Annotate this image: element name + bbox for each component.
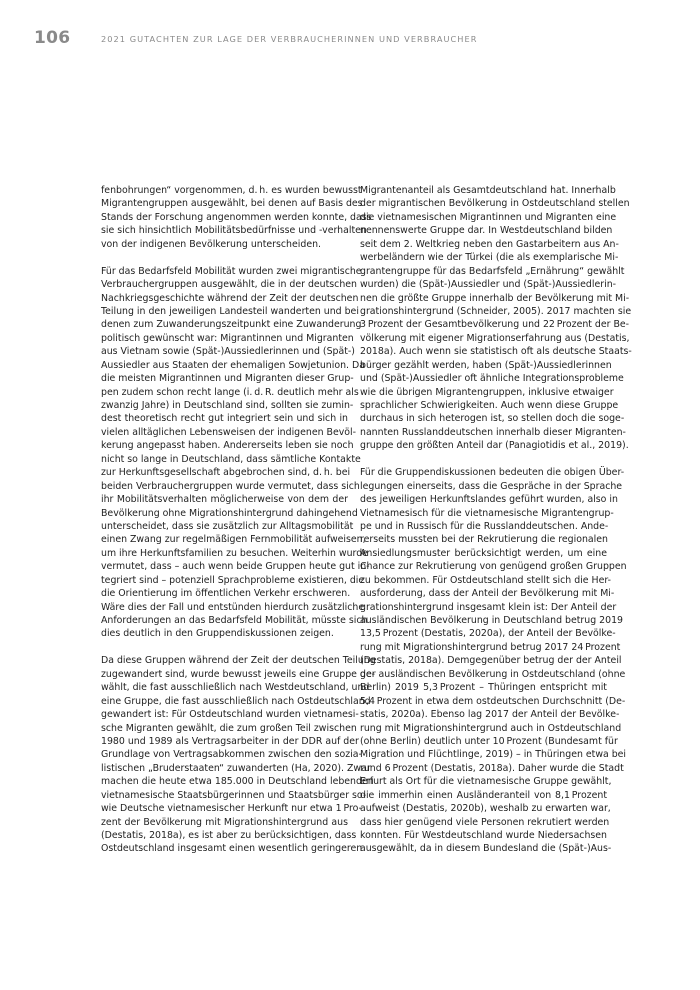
text-line: Wäre dies der Fall und entstünden hierdurch zusätzliche <box>101 601 365 613</box>
text-line: grationshintergrund insgesamt klein ist: Der Anteil der <box>360 601 617 613</box>
text-line: Migrantengruppen ausgewählt, bei denen auf Basis des <box>101 198 363 210</box>
text-line: vielen alltäglichen Lebensweisen der indigenen Bevöl- <box>101 426 356 438</box>
text-line: nennenswerte Gruppe dar. In Westdeutschland bilden <box>360 225 613 237</box>
body-paragraph <box>101 654 376 856</box>
text-line: 1980 und 1989 als Vertragsarbeiter in der DDR auf der <box>101 735 359 747</box>
text-line: die immerhin einen Ausländeranteil von 8,1 Prozent <box>360 789 607 801</box>
text-line: die Orientierung im öffentlichen Verkehr erschweren. <box>101 588 351 600</box>
text-line: 5,4 Prozent in etwa dem ostdeutschen Durchschnitt (De- <box>360 695 626 707</box>
text-line: (Destatis, 2018a). Demgegenüber betrug der der Anteil <box>360 655 622 667</box>
text-line: 2018a). Auch wenn sie statistisch oft als deutsche Staats- <box>360 346 632 358</box>
text-line: Für das Bedarfsfeld Mobilität wurden zwei migrantische <box>101 265 362 277</box>
text-line: sie sich hinsichtlich Mobilitätsbedürfnisse und -verhalten <box>101 225 367 237</box>
text-line: der ausländischen Bevölkerung in Ostdeutschland (ohne <box>360 668 626 680</box>
text-line: dest theoretisch recht gut integriert sein und sich in <box>101 413 348 425</box>
text-line: Aussiedler aus Staaten der ehemaligen Sowjetunion. Da <box>101 359 365 371</box>
text-line: nicht so lange in Deutschland, dass sämtliche Kontakte <box>101 453 361 465</box>
text-line: zur Herkunftsgesellschaft abgebrochen sind, d. h. bei <box>101 467 351 479</box>
text-line: dass hier genügend viele Personen rekrutiert werden <box>360 816 610 828</box>
text-line: beiden Verbrauchergruppen wurde vermutet, dass sich <box>101 480 360 492</box>
text-line: Migrantenanteil als Gesamtdeutschland hat. Innerhalb <box>360 185 616 196</box>
text-line: ihr Mobilitätsverhalten möglicherweise von dem der <box>101 494 348 506</box>
text-line: Anforderungen an das Bedarfsfeld Mobilität, müsste sich <box>101 615 368 626</box>
text-line: wie Deutsche vietnamesischer Herkunft nur etwa 1 Pro- <box>101 803 362 815</box>
text-line: pe und in Russisch für die Russlanddeutschen. Ande- <box>360 520 609 532</box>
text-line: Vietnamesisch für die vietnamesische Migrantengrup- <box>360 507 614 519</box>
text-line: 3 Prozent der Gesamtbevölkerung und 22 Prozent der Be- <box>360 319 630 331</box>
text-line: dies deutlich in den Gruppendiskussionen zeigen. <box>101 628 334 640</box>
text-line: eine Gruppe, die fast ausschließlich nach Ostdeutschland <box>101 695 371 707</box>
text-line: die vietnamesischen Migrantinnen und Migranten eine <box>360 211 617 223</box>
text-line: bürger gezählt werden, haben (Spät-)Aussiedlerinnen <box>360 359 612 371</box>
text-line: tegriert sind – potenziell Sprachprobleme existieren, die <box>101 574 365 586</box>
text-line: wählt, die fast ausschließlich nach Westdeutschland, und <box>101 682 370 694</box>
text-line: Bevölkerung ohne Migrationshintergrund dahingehend <box>101 507 358 519</box>
text-line: sche Migranten gewählt, die zum großen Teil zwischen <box>101 722 357 734</box>
body-paragraph <box>360 184 632 453</box>
text-line: 13,5 Prozent (Destatis, 2020a), der Anteil der Bevölke- <box>360 628 616 640</box>
text-line: sprachlicher Schwierigkeiten. Auch wenn diese Gruppe <box>360 400 619 411</box>
text-line: zent der Bevölkerung mit Migrationshintergrund aus <box>101 816 348 828</box>
text-line: rung mit Migrationshintergrund betrug 2017 24 Prozent <box>360 641 621 653</box>
text-line: Erfurt als Ort für die vietnamesische Gruppe gewählt, <box>360 776 612 788</box>
text-line: der migrantischen Bevölkerung in Ostdeutschland stellen <box>360 198 630 210</box>
text-line: durchaus in sich heterogen ist, so stellen doch die soge- <box>360 413 625 425</box>
text-line: Ansiedlungsmuster berücksichtigt werden, um eine <box>360 547 607 559</box>
text-line: denen zum Zuwanderungszeitpunkt eine Zuwanderung <box>101 319 362 331</box>
text-line: Chance zur Rekrutierung von genügend großen Gruppen <box>360 561 627 573</box>
body-paragraph <box>101 184 372 251</box>
text-line: gewandert ist: Für Ostdeutschland wurden vietnamesi- <box>101 709 359 721</box>
text-line: rung mit Migrationshintergrund auch in Ostdeutschland <box>360 722 622 734</box>
text-line: (Destatis, 2018a), es ist aber zu berücksichtigen, dass <box>101 830 357 841</box>
right-text-column <box>360 184 632 869</box>
text-line: politisch gewünscht war: Migrantinnen und Migranten <box>101 332 354 344</box>
text-line: aufweist (Destatis, 2020b), weshalb zu erwarten war, <box>360 803 611 815</box>
text-line: wie die übrigen Migrantengruppen, inklusive etwaiger <box>360 386 614 398</box>
text-line: rerseits mussten bei der Rekrutierung die regionalen <box>360 534 608 546</box>
text-line: konnten. Für Westdeutschland wurde Niedersachsen <box>360 830 607 841</box>
body-paragraph <box>101 265 370 641</box>
text-line: grationshintergrund (Schneider, 2005). 2017 machten sie <box>360 305 632 317</box>
text-line: (ohne Berlin) deutlich unter 10 Prozent (Bundesamt für <box>360 735 618 747</box>
text-line: Verbrauchergruppen ausgewählt, die in der deutschen <box>101 279 357 291</box>
text-line: Stands der Forschung angenommen werden konnte, dass <box>101 211 372 223</box>
running-head: 2021 GUTACHTEN ZUR LAGE DER VERBRAUCHERINNEN UND VERBRAUCHER <box>101 34 478 44</box>
text-line: unterscheidet, dass sie zusätzlich zur Alltagsmobilität <box>101 520 354 532</box>
text-line: Teilung in den jeweiligen Landesteil wanderten und bei <box>101 305 359 317</box>
text-line: grantengruppe für das Bedarfsfeld „Ernährung“ gewählt <box>360 265 625 277</box>
text-line: machen die heute etwa 185.000 in Deutschland lebenden <box>101 776 374 788</box>
text-line: fenbohrungen“ vorgenommen, d. h. es wurden bewusst <box>101 185 362 196</box>
text-line: um ihre Herkunftsfamilien zu besuchen. Weiterhin wurde <box>101 547 368 559</box>
text-line: gruppe den größten Anteil dar (Panagiotidis et al., 2019). <box>360 440 629 452</box>
text-line: werbeländern wie der Türkei (die als exemplarische Mi- <box>360 252 619 264</box>
page-number: 106 <box>34 28 71 48</box>
text-line: einen Zwang zur regelmäßigen Fernmobilität aufweisen, <box>101 534 366 546</box>
body-paragraph <box>360 466 627 856</box>
text-line: völkerung mit eigener Migrationserfahrung aus (Destatis, <box>360 332 630 344</box>
text-line: Migration und Flüchtlinge, 2019) – in Thüringen etwa bei <box>360 749 627 761</box>
text-line: kerung angepasst haben. Andererseits leben sie noch <box>101 440 354 452</box>
text-line: Ostdeutschland insgesamt einen wesentlich geringeren <box>101 843 363 855</box>
text-line: zwanzig Jahre) in Deutschland sind, sollten sie zumin- <box>101 400 354 411</box>
text-line: Da diese Gruppen während der Zeit der deutschen Teilung <box>101 655 376 667</box>
text-line: Grundlage von Vertragsabkommen zwischen den sozia- <box>101 749 362 761</box>
text-line: listischen „Bruderstaaten“ zuwanderten (Ha, 2020). Zwar <box>101 762 371 774</box>
text-line: statis, 2020a). Ebenso lag 2017 der Anteil der Bevölke- <box>360 709 620 721</box>
text-line: Berlin) 2019 5,3 Prozent – Thüringen entspricht mit <box>360 682 607 694</box>
text-line: Für die Gruppendiskussionen bedeuten die obigen Über- <box>360 467 625 479</box>
text-line: pen zudem schon recht lange (i. d. R. deutlich mehr als <box>101 386 359 398</box>
text-line: legungen einerseits, dass die Gespräche in der Sprache <box>360 480 623 492</box>
text-line: Nachkriegsgeschichte während der Zeit der deutschen <box>101 292 359 304</box>
text-line: zugewandert sind, wurde bewusst jeweils eine Gruppe ge- <box>101 668 376 680</box>
text-line: ausländischen Bevölkerung in Deutschland betrug 2019 <box>360 615 624 626</box>
text-line: von der indigenen Bevölkerung unterscheiden. <box>101 238 322 250</box>
text-line: wurden) die (Spät-)Aussiedler und (Spät-)Aussiedlerin- <box>360 279 617 291</box>
text-line: und (Spät-)Aussiedler oft ähnliche Integrationsprobleme <box>360 373 624 385</box>
text-line: seit dem 2. Weltkrieg neben den Gastarbeitern aus An- <box>360 238 619 250</box>
text-line: zu bekommen. Für Ostdeutschland stellt sich die Her- <box>360 574 611 586</box>
text-line: aus Vietnam sowie (Spät-)Aussiedlerinnen und (Spät-) <box>101 346 355 358</box>
text-line: nen die größte Gruppe innerhalb der Bevölkerung mit Mi- <box>360 292 630 304</box>
text-line: ausforderung, dass der Anteil der Bevölkerung mit Mi- <box>360 588 615 600</box>
text-line: nannten Russlanddeutschen innerhalb dieser Migranten- <box>360 426 626 438</box>
text-line: vietnamesische Staatsbürgerinnen und Staatsbürger so- <box>101 789 367 801</box>
text-line: die meisten Migrantinnen und Migranten dieser Grup- <box>101 373 354 385</box>
text-line: ausgewählt, da in diesem Bundesland die (Spät-)Aus- <box>360 843 612 855</box>
text-line: des jeweiligen Herkunftslandes geführt wurden, also in <box>360 494 618 506</box>
left-text-column <box>101 184 376 869</box>
text-line: rund 6 Prozent (Destatis, 2018a). Daher wurde die Stadt <box>360 762 624 774</box>
page-header <box>0 28 700 52</box>
text-line: vermutet, dass – auch wenn beide Gruppen heute gut in- <box>101 561 370 573</box>
